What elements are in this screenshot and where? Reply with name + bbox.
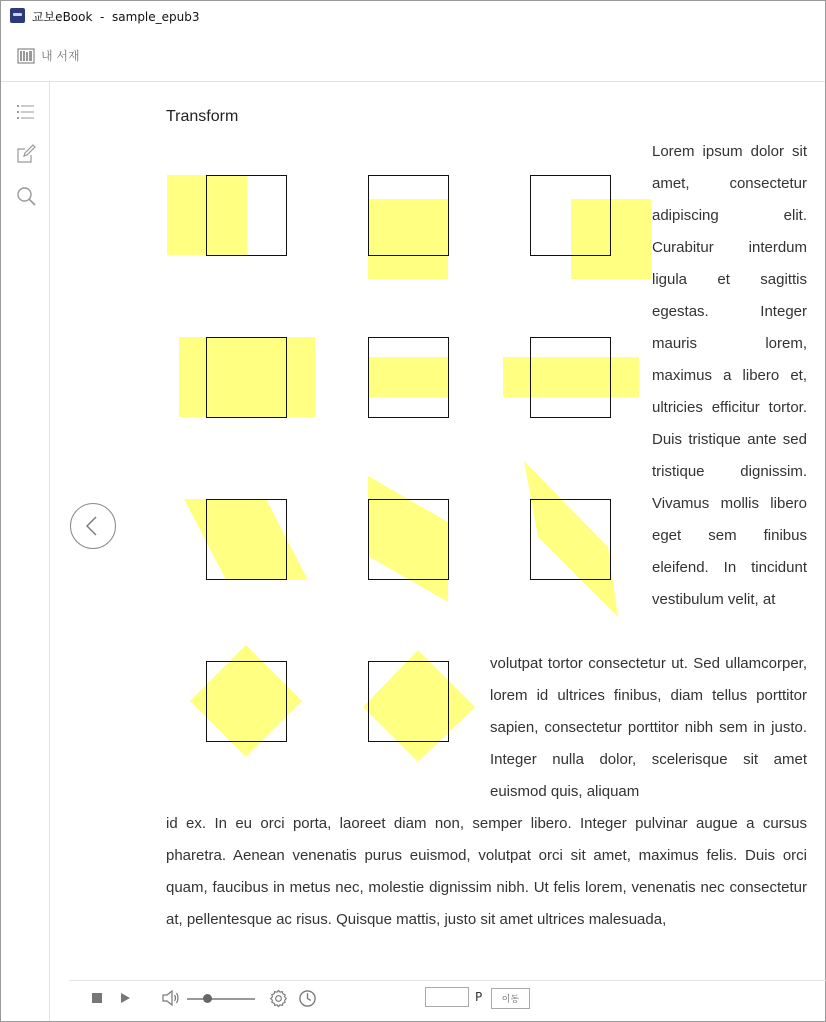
title-bar bbox=[1, 1, 825, 31]
demo-scale-mixed bbox=[503, 357, 639, 397]
body-paragraph-col3: id ex. In eu orci porta, laoreet diam non, semper libero. Integer pulvinar augue a cursus pharetra. Aenean venenatis purus euismod, volutpat orci sit amet, maximus felis. Duis orci quam, faucibus in metus nec, molestie dignissim nibh. Ut felis lorem, venenatis nec consectetur at, pellentesque ac risus. Quisque mattis, justo sit amet ultrices malesuada, bbox=[166, 815, 807, 928]
page-unit-label: P bbox=[475, 990, 483, 1004]
bookshelf-icon bbox=[17, 48, 35, 64]
section-heading: Transform bbox=[166, 108, 239, 125]
top-toolbar bbox=[1, 31, 825, 82]
body-paragraph-col1: Lorem ipsum dolor sit amet, consectetur adipiscing elit. Curabitur interdum ligula et sagittis egestas. Integer mauris lorem, maximus a libero et, ultricies efficitur tortor. Duis tristique ante sed tristique dignissim. Vivamus mollis libero eget sem finibus eleifend. In tincidunt vestibulum velit, at bbox=[652, 143, 807, 608]
reader-page bbox=[50, 82, 826, 979]
demo-translate-y bbox=[368, 199, 448, 279]
demo-scale-x-wide bbox=[179, 337, 315, 417]
demo-skew-x bbox=[184, 499, 308, 580]
demo-rotate-2 bbox=[363, 650, 475, 762]
search-icon[interactable] bbox=[16, 186, 36, 206]
play-icon[interactable] bbox=[119, 992, 131, 1004]
volume-icon[interactable] bbox=[162, 990, 180, 1006]
app-logo-icon bbox=[10, 8, 25, 23]
my-library-label: 내 서재 bbox=[41, 49, 80, 63]
left-sidebar bbox=[1, 82, 50, 1021]
player-bar bbox=[69, 980, 826, 1017]
gear-icon[interactable] bbox=[269, 989, 288, 1008]
go-to-page-button[interactable]: 이동 bbox=[491, 988, 530, 1009]
demo-skew-y bbox=[368, 476, 448, 602]
edit-note-icon[interactable] bbox=[16, 144, 36, 164]
clock-icon[interactable] bbox=[298, 989, 317, 1008]
page-number-input[interactable] bbox=[425, 987, 469, 1007]
volume-slider-thumb[interactable] bbox=[203, 994, 212, 1003]
previous-page-button[interactable] bbox=[70, 503, 116, 549]
stop-icon[interactable] bbox=[91, 992, 103, 1004]
window-title: 교보eBook - sample_epub3 bbox=[32, 10, 200, 24]
demo-scale-y-flat bbox=[368, 357, 448, 397]
demo-skew-xy bbox=[524, 461, 618, 617]
body-paragraph-col2: volutpat tortor consectetur ut. Sed ullamcorper, lorem id ultrices finibus, diam tellus porttitor sapien, consectetur porttitor nibh sem in justo. Integer nulla dolor, scelerisque sit amet euismod quis, aliquam bbox=[490, 655, 807, 800]
chevron-left-icon bbox=[71, 504, 115, 548]
my-library-button[interactable] bbox=[17, 47, 80, 64]
list-icon[interactable] bbox=[16, 102, 36, 122]
volume-slider-track[interactable] bbox=[187, 998, 255, 1000]
